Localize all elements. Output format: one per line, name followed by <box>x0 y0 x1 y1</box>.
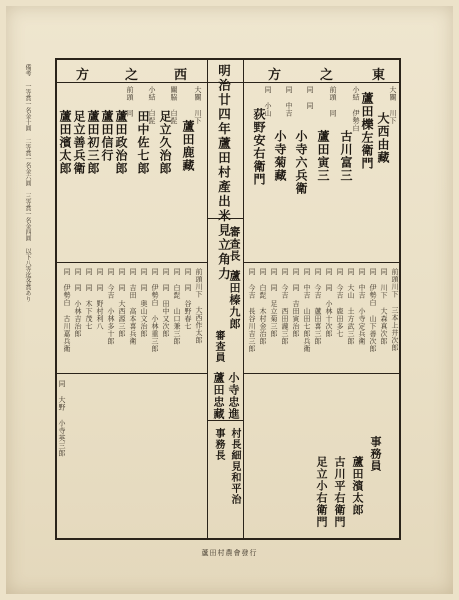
wrestler-name: 蘆田寅三 <box>316 130 330 182</box>
publisher-footer: 蘆田村農會發行 <box>201 549 258 557</box>
rank-label: 大關 川下 <box>194 86 202 125</box>
lower-divider-right <box>243 373 401 374</box>
list-item: 同 今吉 西田瀧三郎 <box>281 268 289 345</box>
list-item: 同 今吉 鹿田多七 <box>336 268 344 338</box>
shinsain-label: 審查員 <box>213 330 224 363</box>
jimuin-name-2: 古川平右衛門 <box>333 456 346 528</box>
lower-divider-left <box>55 373 207 374</box>
wrestler-name: 蘆田信行 <box>100 110 114 162</box>
marginal-note: 備考 一等賞一名金十圓 二等賞一名金六圓 三等賞一名金四圓 以下八等迄各賞あり <box>24 64 31 302</box>
list-item: 同 中吉 小寺定兵衛 <box>358 268 366 345</box>
shinsa-label: 審查長 <box>228 226 241 262</box>
jimuin-name-1: 蘆田濱太郎 <box>351 456 364 516</box>
wrestler-name: 蘆田鹿藏 <box>181 120 195 172</box>
rank-label: 大關 川下 <box>389 86 397 125</box>
list-item: 同 同 大西源三郎 <box>118 268 126 338</box>
east-heading-1: 東 <box>372 68 386 83</box>
list-item: 同 同 木下茂七 <box>85 268 93 330</box>
list-item: 同 大野 小寺英三郎 <box>58 380 66 457</box>
shinsain-name-2: 蘆田忠藏 <box>212 372 225 420</box>
rank-label: 同 小山 <box>264 86 272 117</box>
rank-label: 小結 伊勢白 <box>352 86 360 132</box>
west-heading-1: 西 <box>174 68 188 83</box>
list-item: 同 今吉 小林多十郎 <box>107 268 115 345</box>
wrestler-name: 小寺六兵衛 <box>294 130 308 195</box>
list-item: 同 伊勢白 小林重三郎 <box>151 268 159 353</box>
list-item: 同 同 小林吉治郎 <box>74 268 82 338</box>
rank-label: 同 同 <box>306 86 314 110</box>
list-item: 同 吉田 高本喜兵衛 <box>129 268 137 345</box>
rank-label: 前頭 同 <box>329 86 337 117</box>
center-right-border <box>243 58 244 540</box>
list-item: 同 同 奥山文治郎 <box>140 268 148 338</box>
jimuin-name-3: 足立小右衛門 <box>315 456 328 528</box>
list-item: 同 同 野村利八 <box>96 268 104 330</box>
wrestler-name: 古川富三 <box>339 130 353 182</box>
wrestler-name: 田中佐七郎 <box>136 110 150 175</box>
east-heading-3: 方 <box>268 68 282 83</box>
list-item: 同 今吉 長谷川吉三郎 <box>248 268 256 353</box>
list-item: 前頭川下 三本上井次郎 <box>391 268 399 352</box>
jimu-label: 事務長 <box>213 428 224 461</box>
wrestler-name: 大西由藏 <box>376 112 390 164</box>
list-item: 同 白髭 山口兼三郎 <box>173 268 181 345</box>
east-heading-2: 之 <box>320 68 334 83</box>
list-item: 同 同 吉田寅治郎 <box>292 268 300 338</box>
jimuin-label: 事務員 <box>369 436 382 472</box>
list-item: 前頭川下 大西作太郎 <box>195 268 203 344</box>
list-item: 同 大山 土方武三郎 <box>347 268 355 345</box>
list-item: 同 白髭 木村金治郎 <box>259 268 267 345</box>
list-item: 同 同 足立菊三郎 <box>270 268 278 338</box>
list-item: 同 伊勢白 山下善次郎 <box>369 268 377 353</box>
wrestler-name: 蘆田政治郎 <box>114 110 128 175</box>
wrestler-name: 荻野安右衛門 <box>252 108 266 186</box>
west-heading-3: 方 <box>76 68 90 83</box>
list-item: 同 今吉 蘆田喜三郎 <box>314 268 322 345</box>
wrestler-name: 小寺菊藏 <box>273 130 287 182</box>
wrestler-name: 蘆田櫟左衛門 <box>360 92 374 170</box>
page-title: 明治廿四年蘆田村產出米見立角力 <box>216 64 232 282</box>
center-divider-2 <box>207 420 243 421</box>
shinsa-name: 蘆田榛九郎 <box>228 270 241 330</box>
list-item: 同 同 小林十次郎 <box>325 268 333 338</box>
rank-label: 關脇 白髭 <box>170 86 178 125</box>
list-item: 同 同 田中又次郎 <box>162 268 170 338</box>
middle-divider-right <box>243 262 401 263</box>
middle-divider-left <box>55 262 207 263</box>
wrestler-name: 蘆田初三郎 <box>86 110 100 175</box>
wrestler-name: 足立久治郎 <box>158 110 172 175</box>
wrestler-name: 蘆田濱太郎 <box>58 110 72 175</box>
center-left-border <box>207 58 208 540</box>
shinsain-name-1: 小寺忠進 <box>227 372 240 420</box>
list-item: 同 同 谷野春七 <box>184 268 192 330</box>
list-item: 同 伊勢白 古川嘉兵衛 <box>63 268 71 353</box>
rank-label: 前頭 同 <box>126 86 134 117</box>
wrestler-name: 足立善兵衛 <box>72 110 86 175</box>
list-item: 同 川下 大森真次郎 <box>380 268 388 345</box>
rank-label: 同 中吉 <box>285 86 293 117</box>
rank-label: 小結 白髭 <box>148 86 156 125</box>
jimu-name: 村長細見和平治 <box>229 428 240 505</box>
list-item: 同 中吉 山田七郎兵衛 <box>303 268 311 353</box>
west-heading-2: 之 <box>125 68 139 83</box>
